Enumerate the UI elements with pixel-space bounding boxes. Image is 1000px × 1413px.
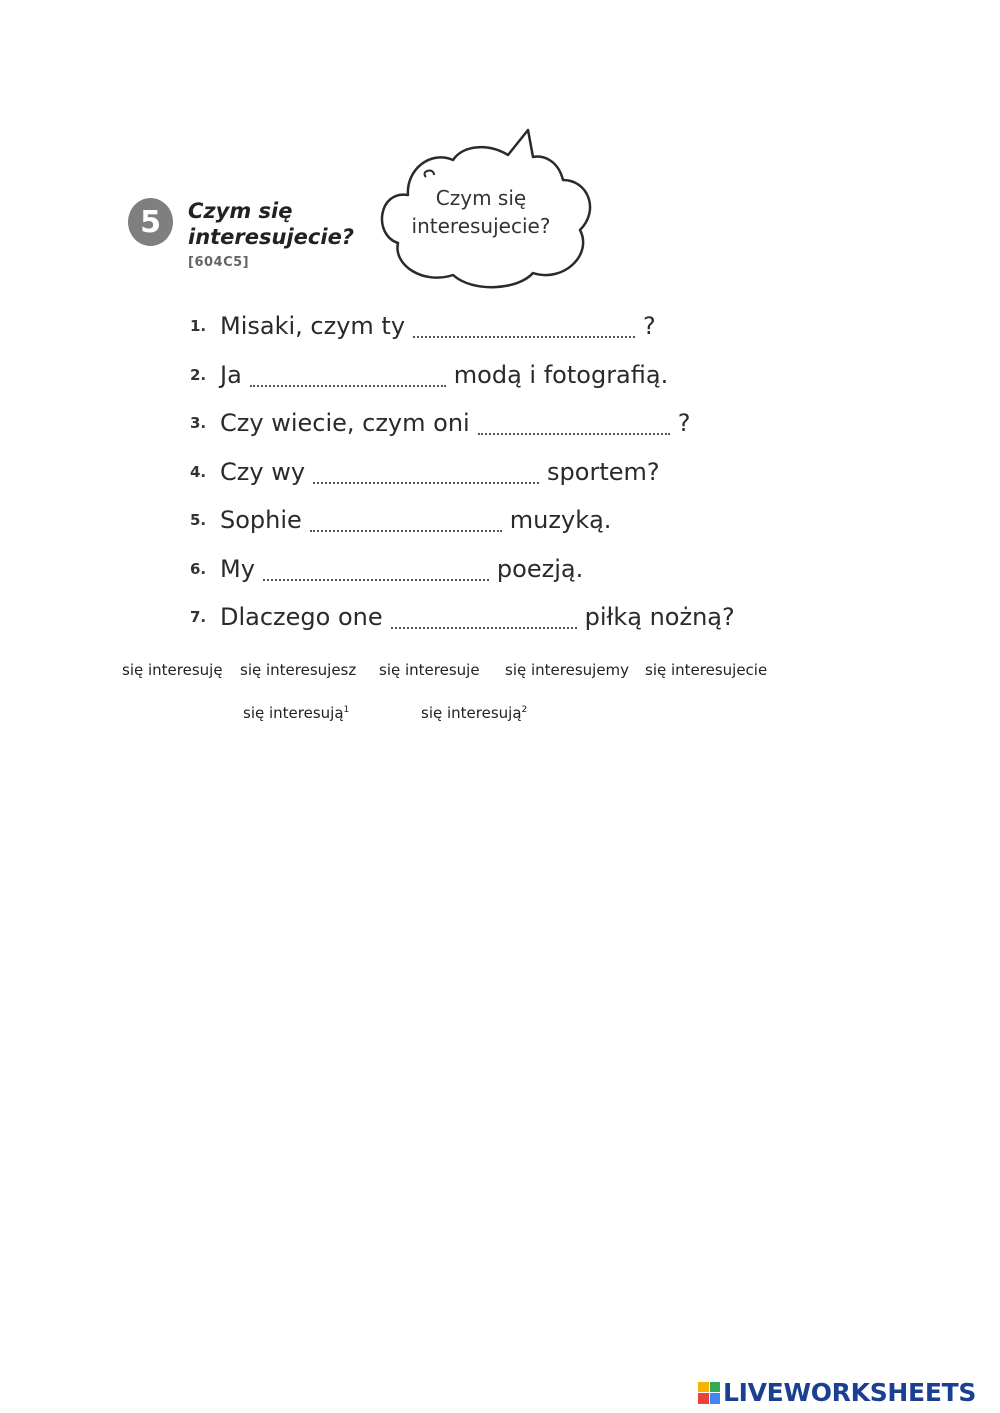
sentence-text-after: poezją.: [496, 554, 584, 583]
sentence-number: 2.: [190, 365, 207, 384]
sentence-7: [190, 593, 735, 642]
logo-cube-icon: [698, 1382, 720, 1404]
sentence-text-before: Ja: [220, 360, 242, 389]
sentence-text-before: Misaki, czym ty: [220, 312, 406, 341]
sentence-3: [190, 399, 735, 448]
speech-bubble-text: [396, 184, 566, 240]
sentence-list: [190, 302, 735, 642]
word-bank-text: się interesujesz: [240, 661, 357, 679]
word-bank-text: się interesują: [243, 704, 344, 722]
bubble-line2: interesujecie?: [411, 214, 551, 238]
liveworksheets-logo[interactable]: [698, 1378, 976, 1407]
exercise-title: [188, 198, 354, 250]
word-bank-superscript: 2: [521, 705, 528, 715]
word-bank-superscript: 1: [343, 705, 350, 715]
sentence-text-before: Dlaczego one: [220, 603, 383, 632]
word-bank-item-1[interactable]: [122, 661, 223, 679]
sentence-text-before: Czy wiecie, czym oni: [220, 409, 470, 438]
logo-cube-cell: [698, 1382, 709, 1393]
word-bank-item-6[interactable]: [243, 704, 349, 722]
sentence-5: [190, 496, 735, 545]
sentence-text-after: ?: [677, 409, 691, 438]
sentence-text-before: Czy wy: [220, 457, 306, 486]
word-bank-item-4[interactable]: [505, 661, 629, 679]
word-bank-text: się interesuję: [122, 661, 223, 679]
sentence-1: [190, 302, 735, 351]
answer-blank-4[interactable]: [313, 460, 539, 484]
word-bank-text: się interesują: [421, 704, 522, 722]
exercise-number-badge: 5: [128, 198, 173, 246]
sentence-text-after: ?: [643, 312, 656, 341]
answer-blank-6[interactable]: [263, 557, 489, 581]
answer-blank-7[interactable]: [391, 605, 577, 629]
sentence-2: [190, 351, 735, 400]
bubble-line1: Czym się: [435, 186, 527, 210]
sentence-number: 5.: [190, 511, 207, 530]
logo-text: LIVEWORKSHEETS: [723, 1378, 977, 1407]
sentence-text-after: sportem?: [547, 457, 660, 486]
sentence-text-after: piłką nożną?: [584, 603, 735, 632]
sentence-6: [190, 545, 735, 594]
sentence-number: 6.: [190, 559, 207, 578]
exercise-title-line1: Czym się: [188, 199, 293, 223]
word-bank-text: się interesujemy: [505, 661, 630, 679]
sentence-text-after: modą i fotografią.: [453, 360, 669, 389]
logo-cube-cell: [710, 1382, 721, 1393]
word-bank-item-3[interactable]: [379, 661, 480, 679]
word-bank-item-7[interactable]: [421, 704, 527, 722]
word-bank-item-2[interactable]: [240, 661, 356, 679]
sentence-4: [190, 448, 735, 497]
answer-blank-5[interactable]: [310, 508, 502, 532]
exercise-title-line2: interesujecie?: [188, 225, 354, 249]
logo-cube-cell: [698, 1393, 709, 1404]
sentence-text-before: My: [220, 554, 255, 583]
answer-blank-1[interactable]: [413, 314, 635, 338]
sentence-number: 7.: [190, 608, 207, 627]
word-bank-text: się interesujecie: [645, 661, 768, 679]
sentence-text-before: Sophie: [220, 506, 302, 535]
exercise-code: [604C5]: [188, 255, 250, 270]
logo-cube-cell: [710, 1393, 721, 1404]
sentence-number: 3.: [190, 414, 207, 433]
sentence-number: 4.: [190, 462, 207, 481]
sentence-number: 1.: [190, 317, 207, 336]
word-bank-text: się interesuje: [379, 661, 480, 679]
word-bank-item-5[interactable]: [645, 661, 767, 679]
answer-blank-3[interactable]: [478, 411, 670, 435]
sentence-text-after: muzyką.: [509, 506, 612, 535]
answer-blank-2[interactable]: [250, 363, 446, 387]
